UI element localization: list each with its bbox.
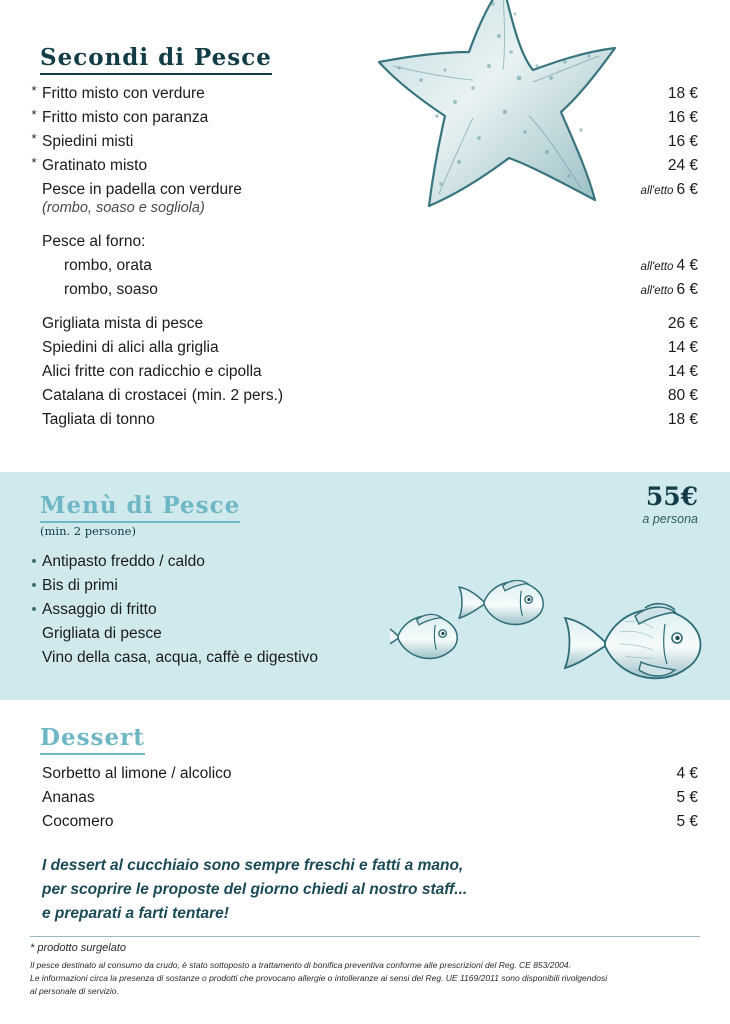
list-item <box>26 82 698 106</box>
footer <box>30 936 700 997</box>
list-item <box>26 786 698 810</box>
bullet-spacer <box>26 389 42 403</box>
list-item <box>26 646 698 670</box>
item-name: Pesce in padella con verdure <box>42 181 242 198</box>
bullet-icon: • <box>31 577 37 594</box>
item-price: 14 € <box>667 363 698 380</box>
list-item <box>26 154 698 178</box>
item-name: Tagliata di tonno <box>42 411 155 428</box>
item-price <box>641 181 698 199</box>
item-name: Antipasto freddo / caldo <box>42 553 205 570</box>
item-price: 5 € <box>676 813 698 830</box>
bullet-spacer <box>26 413 42 427</box>
item-name: Bis di primi <box>42 577 118 594</box>
surgelato-star-icon: * <box>31 83 37 98</box>
item-price: 26 € <box>667 315 698 332</box>
item-price: 80 € <box>667 387 698 404</box>
dessert-note-line-2: per scoprire le proposte del giorno chiedi al nostro staff... <box>42 881 468 899</box>
list-item <box>26 360 698 384</box>
surgelato-star-icon: * <box>31 131 37 146</box>
item-name: Assaggio di fritto <box>42 601 157 618</box>
menu-pesce-price-note: a persona <box>642 512 698 526</box>
bullet-spacer <box>26 317 42 331</box>
item-name: Pesce al forno: <box>42 233 146 250</box>
bullet-spacer <box>26 283 42 297</box>
item-name: Fritto misto con paranza <box>42 109 209 126</box>
footer-legal-line-1: Il pesce destinato al consumo da crudo, è stato sottoposto a trattamento di bonifica preventiva conforme alle prescrizioni del Reg. CE 853/2004. <box>30 960 572 970</box>
item-price: 24 € <box>667 157 698 174</box>
surgelato-star-icon: * <box>31 107 37 122</box>
list-item <box>26 550 698 574</box>
section-menu-di-pesce <box>0 472 730 700</box>
item-price: 14 € <box>667 339 698 356</box>
item-price: 4 € <box>676 765 698 782</box>
bullet-spacer <box>26 791 42 805</box>
item-price: 16 € <box>667 133 698 150</box>
item-name: Alici fritte con radicchio e cipolla <box>42 363 262 380</box>
item-name: Sorbetto al limone / alcolico <box>42 765 232 782</box>
list-item <box>26 254 698 278</box>
footer-legal-line-2: Le informazioni circa la presenza di sostanze o prodotti che provocano allergie o intolleranze ai sensi del Reg. UE 1169/2011 sono disponibili rivolgendosi <box>30 972 608 983</box>
item-name: Ananas <box>42 789 95 806</box>
price-value: 4 € <box>676 257 698 274</box>
price-unit: all'etto <box>640 261 674 273</box>
item-price: 5 € <box>676 789 698 806</box>
menu-pesce-price: 55€ <box>645 482 698 511</box>
item-note: (rombo, soaso e sogliola) <box>42 200 205 216</box>
list-item <box>26 106 698 130</box>
bullet-spacer <box>26 767 42 781</box>
dessert-heading-wrap <box>40 724 145 755</box>
menu-pesce-subtitle: (min. 2 persone) <box>40 524 136 538</box>
footer-surgelato-note: * prodotto surgelato <box>30 942 127 954</box>
item-price <box>641 257 698 275</box>
item-name: Grigliata di pesce <box>42 625 162 642</box>
price-value: 6 € <box>676 181 698 198</box>
item-name: Cocomero <box>42 813 114 830</box>
item-name: Catalana di crostacei <box>42 387 187 404</box>
dessert-note-line-3: e preparati a farti tentare! <box>42 905 229 923</box>
item-name: Spiedini di alici alla griglia <box>42 339 219 356</box>
item-name: rombo, orata <box>64 257 152 274</box>
item-price <box>641 281 698 299</box>
footer-divider <box>30 936 700 937</box>
secondi-list <box>26 82 698 432</box>
list-item <box>26 384 698 408</box>
price-unit: all'etto <box>640 185 674 197</box>
item-name: rombo, soaso <box>64 281 158 298</box>
item-name-qualifier: (min. 2 pers.) <box>191 387 284 404</box>
bullet-spacer <box>26 341 42 355</box>
secondi-heading-wrap <box>40 44 272 75</box>
list-item <box>26 336 698 360</box>
page-title-secondi: Secondi di Pesce <box>40 44 272 75</box>
bullet-spacer <box>26 365 42 379</box>
dessert-note <box>42 854 602 926</box>
bullet-icon: • <box>31 553 37 570</box>
item-name: Vino della casa, acqua, caffè e digestivo <box>42 649 319 666</box>
bullet-spacer <box>26 651 42 665</box>
bullet-spacer <box>26 183 42 197</box>
list-item <box>26 622 698 646</box>
bullet-spacer <box>26 815 42 829</box>
price-unit: all'etto <box>640 285 674 297</box>
item-name: Spiedini misti <box>42 133 134 150</box>
item-name: Fritto misto con verdure <box>42 85 205 102</box>
menu-pesce-list <box>26 550 698 670</box>
list-item <box>26 178 698 202</box>
surgelato-star-icon: * <box>31 155 37 170</box>
list-item <box>26 130 698 154</box>
list-item <box>26 230 698 254</box>
menu-pesce-price-block <box>642 484 698 526</box>
page-title-dessert: Dessert <box>40 724 145 755</box>
list-item <box>26 408 698 432</box>
bullet-spacer <box>26 627 42 641</box>
bullet-spacer <box>26 259 42 273</box>
item-price: 18 € <box>667 411 698 428</box>
list-item <box>26 810 698 834</box>
list-item <box>26 598 698 622</box>
list-item <box>26 278 698 302</box>
bullet-spacer <box>26 235 42 249</box>
list-item <box>26 762 698 786</box>
dessert-note-line-1: I dessert al cucchiaio sono sempre freschi e fatti a mano, <box>42 857 464 874</box>
footer-legal-line-3: al personale di servizio. <box>30 985 119 996</box>
item-price: 18 € <box>667 85 698 102</box>
price-value: 6 € <box>676 281 698 298</box>
dessert-list <box>26 762 698 834</box>
bullet-icon: • <box>31 601 37 618</box>
item-name: Grigliata mista di pesce <box>42 315 204 332</box>
menu-pesce-heading-wrap <box>40 492 240 538</box>
section-secondi-di-pesce <box>0 0 730 470</box>
item-name: Gratinato misto <box>42 157 148 174</box>
list-item <box>26 574 698 598</box>
page-title-menu-pesce: Menù di Pesce <box>40 492 240 523</box>
list-item <box>26 312 698 336</box>
item-price: 16 € <box>667 109 698 126</box>
